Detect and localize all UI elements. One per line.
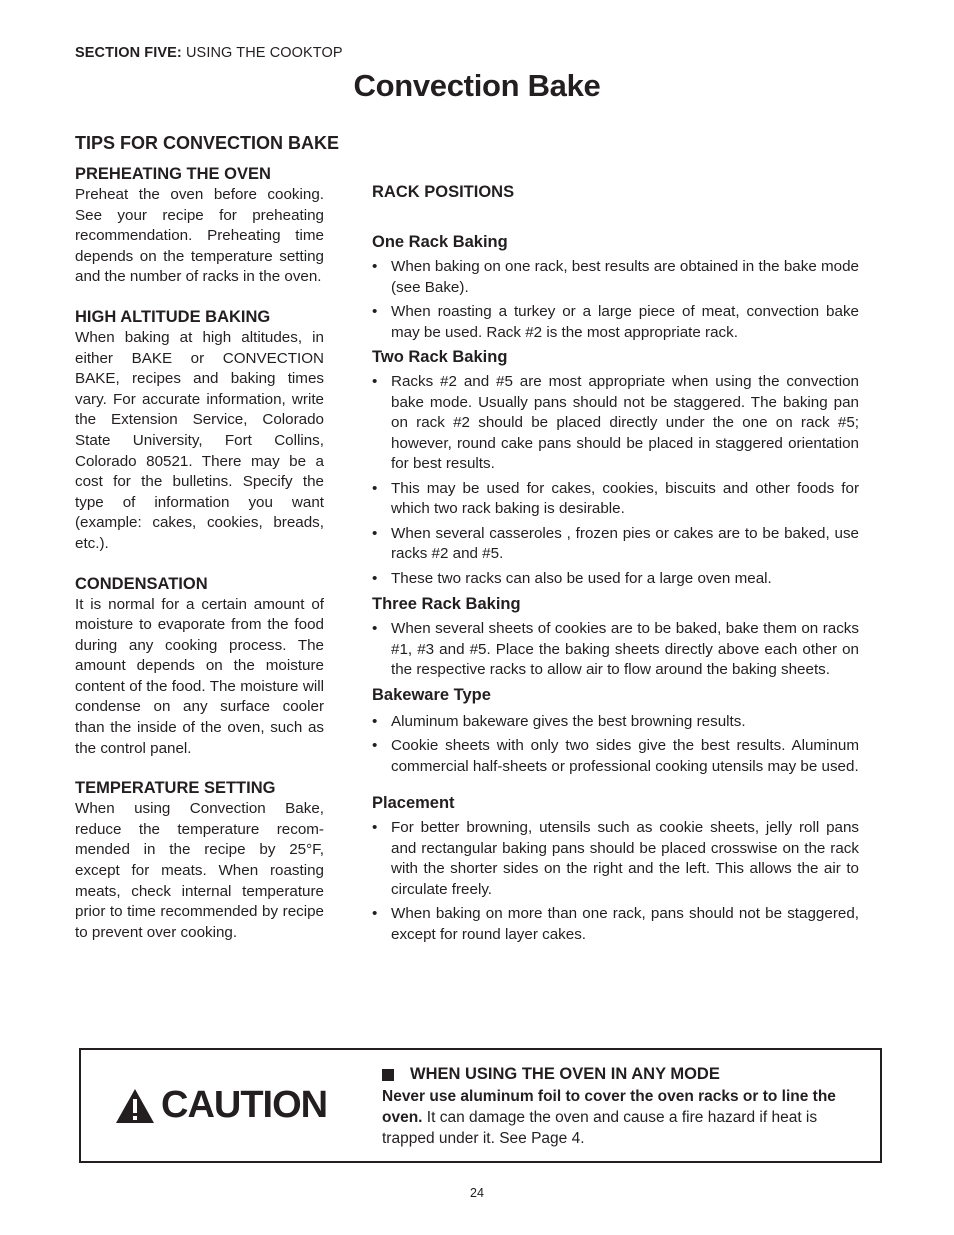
list-item: • When several casseroles , frozen pies or cakes are to be baked, use racks #2 and #5. — [372, 524, 859, 565]
two-rack-heading: Two Rack Baking — [372, 348, 508, 366]
list-item: • For better browning, utensils such as cookie sheets, jelly roll pans and rectangular baking pans should be placed crosswise on the rack with the shorter sides on the right and the left. This allows the air to circulate freely. — [372, 818, 859, 900]
three-rack-list — [372, 619, 859, 681]
square-bullet-icon — [382, 1069, 394, 1081]
list-item: • When baking on one rack, best results are obtained in the bake mode (see Bake). — [372, 257, 859, 298]
preheating-text: Preheat the oven before cooking. See your recipe for preheating recommendation. Preheating time depends on the temperature setting and the number of racks in the oven. — [75, 186, 324, 286]
list-item: • Racks #2 and #5 are most appropriate when using the convection bake mode. Usually pans should not be staggered. The baking pan on rack #2 should be placed directly under the one on rack #5; however, round cake pans should be placed in staggered orientation for best results. — [372, 372, 859, 475]
rack-positions-heading: RACK POSITIONS — [372, 183, 515, 201]
caution-box — [79, 1048, 882, 1163]
list-item: • When baking on more than one rack, pans should not be staggered, except for round layer cakes. — [372, 904, 859, 945]
right-column — [372, 182, 859, 949]
caution-content — [382, 1063, 857, 1149]
caution-label: CAUTION — [161, 1084, 328, 1126]
caution-heading-row — [382, 1063, 857, 1086]
page-title: Convection Bake — [353, 68, 601, 103]
high-altitude-heading: HIGH ALTITUDE BAKING — [75, 307, 271, 326]
temperature-setting-heading: TEMPERATURE SETTING — [75, 779, 276, 798]
section-name: USING THE COOKTOP — [185, 45, 343, 61]
page-number: 24 — [470, 1186, 484, 1200]
list-item: • When roasting a turkey or a large piece of meat, convection bake may be used. Rack #2 is the most appropriate rack. — [372, 302, 859, 343]
warning-triangle-icon — [115, 1088, 155, 1124]
caution-bold-text: Never use aluminum foil to cover the oven racks or to line the oven. — [382, 1088, 836, 1126]
section-prefix: SECTION FIVE: — [75, 45, 182, 61]
bakeware-type-heading: Bakeware Type — [372, 685, 491, 704]
placement-list — [372, 818, 859, 945]
list-item: • Cookie sheets with only two sides give the best results. Aluminum commercial half-sheets or professional cooking utensils may be used. — [372, 736, 859, 777]
caution-badge — [115, 1084, 327, 1127]
list-item: • When several sheets of cookies are to be baked, bake them on racks #1, #3 and #5. Place the baking sheets directly above each other on the respective racks to allow air to flow around the baking sheets. — [372, 619, 859, 681]
tips-heading: TIPS FOR CONVECTION BAKE — [75, 133, 340, 153]
one-rack-list — [372, 257, 859, 343]
three-rack-heading: Three Rack Baking — [372, 595, 521, 613]
two-rack-list — [372, 372, 859, 589]
section-label — [75, 45, 343, 61]
high-altitude-text: When baking at high altitudes, in either BAKE or CONVECTION BAKE, recipes and baking times vary. For accurate information, write the Extension Service, Colorado State University, Fort Collins, Colorado 80521. There may be a cost for the bulletins. Specify the type of information you want (example: cakes, cookies, breads, etc.). — [75, 328, 324, 552]
caution-body — [382, 1086, 857, 1149]
condensation-heading: CONDENSATION — [75, 574, 208, 593]
list-item: • These two racks can also be used for a large oven meal. — [372, 569, 859, 590]
one-rack-heading: One Rack Baking — [372, 233, 508, 251]
caution-body-text: It can damage the oven and cause a fire hazard if heat is trapped under it. See Page 4. — [382, 1109, 818, 1147]
caution-heading: WHEN USING THE OVEN IN ANY MODE — [410, 1065, 720, 1083]
placement-heading: Placement — [372, 794, 455, 812]
condensation-text: It is normal for a certain amount of moisture to evaporate from the food during any cooking process. The amount depends on the moisture content of the food. The moisture will condense on any surface cooler than the inside of the oven, such as the control panel. — [75, 595, 324, 757]
list-item: • This may be used for cakes, cookies, biscuits and other foods for which two rack baking is desirable. — [372, 479, 859, 520]
temperature-setting-text: When using Convection Bake, reduce the temperature recom-mended in the recipe by 25°F, except for meats. When roasting meats, check internal temperature prior to time recommended by recipe to prevent over cooking. — [75, 800, 324, 941]
bakeware-list — [372, 712, 859, 778]
left-column — [75, 164, 324, 943]
preheating-heading: PREHEATING THE OVEN — [75, 165, 271, 183]
list-item: • Aluminum bakeware gives the best browning results. — [372, 712, 859, 733]
